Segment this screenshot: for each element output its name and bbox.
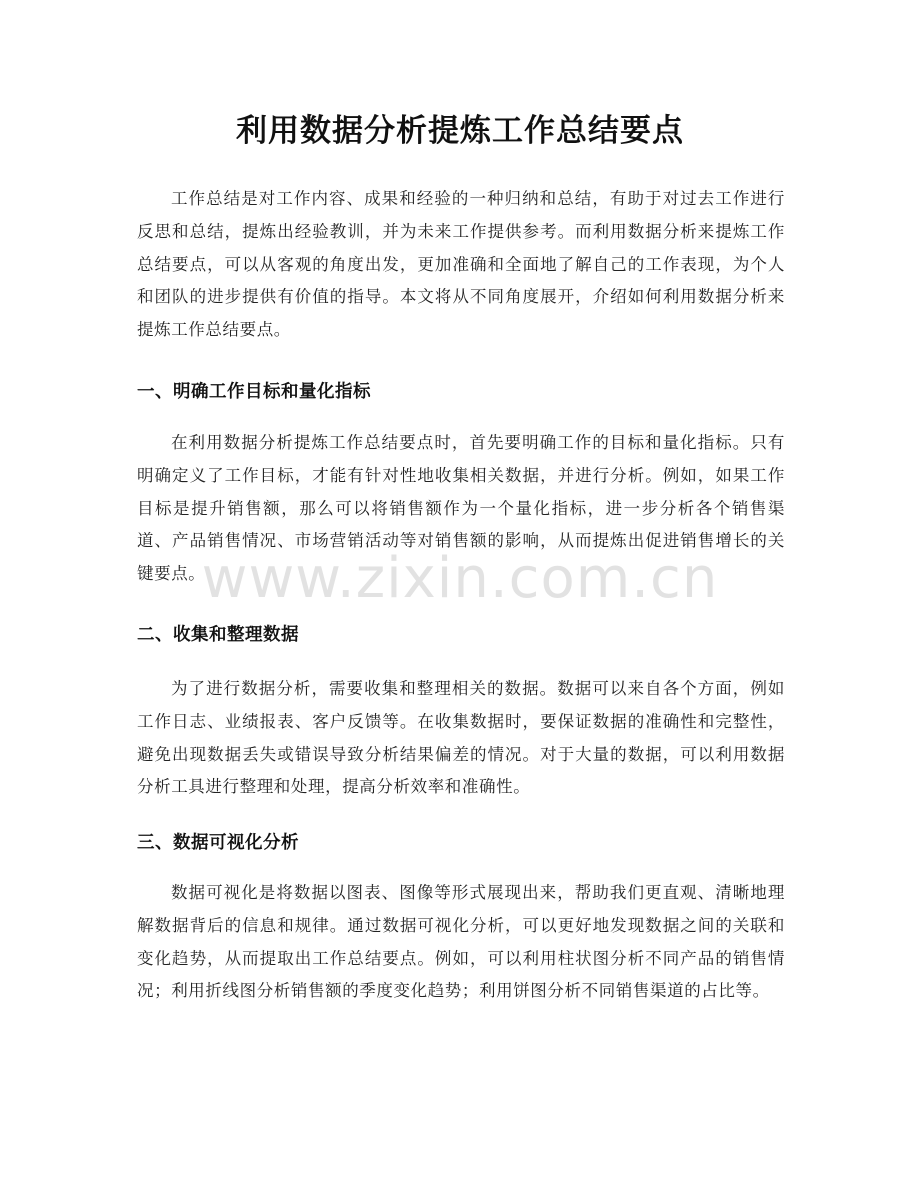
- page-title: 利用数据分析提炼工作总结要点: [236, 113, 684, 149]
- section-body-3: 数据可视化是将数据以图表、图像等形式展现出来，帮助我们更直观、清晰地理解数据背后的信息和规律。通过数据可视化分析，可以更好地发现数据之间的关联和变化趋势，从而提取出工作总结要点。例如，可以利用柱状图分析不同产品的销售情况；利用折线图分析销售额的季度变化趋势；利用饼图分析不同销售渠道的占比等。: [137, 883, 785, 1001]
- section-body-1: 在利用数据分析提炼工作总结要点时，首先要明确工作的目标和量化指标。只有明确定义了工作目标，才能有针对性地收集相关数据，并进行分析。例如，如果工作目标是提升销售额，那么可以将销售额作为一个量化指标，进一步分析各个销售渠道、产品销售情况、市场营销活动等对销售额的影响，从而提炼出促进销售增长的关键要点。: [137, 433, 785, 584]
- section-body-2: 为了进行数据分析，需要收集和整理相关的数据。数据可以来自各个方面，例如工作日志、业绩报表、客户反馈等。在收集数据时，要保证数据的准确性和完整性，避免出现数据丢失或错误导致分析结果偏差的情况。对于大量的数据，可以利用数据分析工具进行整理和处理，提高分析效率和准确性。: [137, 679, 785, 797]
- section-heading-2: 二、收集和整理数据: [137, 625, 299, 645]
- intro-paragraph: 工作总结是对工作内容、成果和经验的一种归纳和总结，有助于对过去工作进行反思和总结，提炼出经验教训，并为未来工作提供参考。而利用数据分析来提炼工作总结要点，可以从客观的角度出发，更加准确和全面地了解自己的工作表现，为个人和团队的进步提供有价值的指导。本文将从不同角度展开，介绍如何利用数据分析来提炼工作总结要点。: [137, 189, 785, 340]
- section-heading-3: 三、数据可视化分析: [137, 833, 299, 853]
- section-heading-1: 一、明确工作目标和量化指标: [137, 382, 371, 402]
- watermark: www.zixin.com.cn: [201, 546, 719, 611]
